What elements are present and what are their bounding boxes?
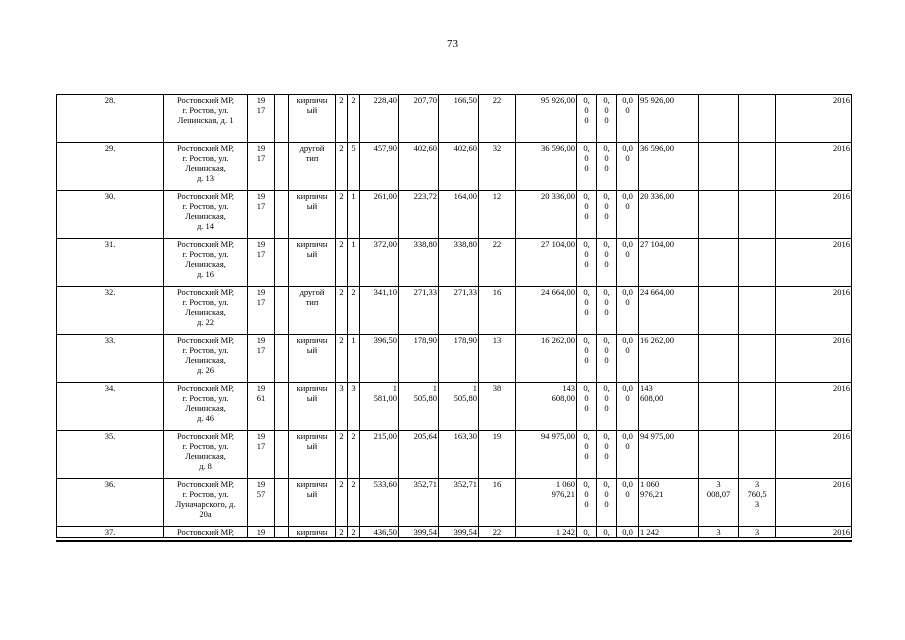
cell-f6 <box>739 143 776 191</box>
cell-f3: 0,0 <box>617 527 639 538</box>
cell-material: кирпичн ый <box>289 95 336 143</box>
cell-material: кирпичн ый <box>289 383 336 431</box>
cell-f1: 0, 0 0 <box>577 479 597 527</box>
cell-no: 29. <box>57 143 164 191</box>
cell-f5 <box>699 95 739 143</box>
cell-f3: 0,0 0 <box>617 479 639 527</box>
cell-f5: 3 008,07 <box>699 479 739 527</box>
cell-area-total: 372,00 <box>360 239 399 287</box>
cell-f4: 16 262,00 <box>639 335 699 383</box>
cell-material: кирпичн ый <box>289 479 336 527</box>
cell-f4: 1 242 <box>639 527 699 538</box>
cell-f4: 143 608,00 <box>639 383 699 431</box>
cell-no: 30. <box>57 191 164 239</box>
cell-cost-total: 1 242 <box>516 527 577 538</box>
cell-area-res: 352,71 <box>439 479 479 527</box>
cell-f4: 94 975,00 <box>639 431 699 479</box>
cell-yr: 2016 <box>776 383 852 431</box>
cell-year: 19 61 <box>248 383 275 431</box>
cell-address: Ростовский МР, г. Ростов, ул. Ленинская, д. 8 <box>164 431 248 479</box>
cell-no: 33. <box>57 335 164 383</box>
cell-address: Ростовский МР, г. Ростов, ул. Ленинская, д. 1 <box>164 95 248 143</box>
table-row <box>57 335 852 383</box>
cell-yr: 2016 <box>776 287 852 335</box>
cell-yr: 2016 <box>776 239 852 287</box>
cell-year: 19 17 <box>248 431 275 479</box>
cell-material: кирпичн ый <box>289 239 336 287</box>
cell-floors: 2 <box>336 143 348 191</box>
cell-no: 37. <box>57 527 164 538</box>
cell-no: 36. <box>57 479 164 527</box>
cell-material: другой тип <box>289 287 336 335</box>
cell-f5 <box>699 143 739 191</box>
cell-year: 19 17 <box>248 239 275 287</box>
cell-f6 <box>739 383 776 431</box>
table-row <box>57 143 852 191</box>
cell-f4: 95 926,00 <box>639 95 699 143</box>
page-number: 73 <box>447 38 458 50</box>
cell-f1: 0, 0 0 <box>577 335 597 383</box>
cell-f6 <box>739 239 776 287</box>
cell-year: 19 17 <box>248 95 275 143</box>
cell-entrances: 2 <box>348 95 360 143</box>
cell-area-total: 341,10 <box>360 287 399 335</box>
cell-f3: 0,0 0 <box>617 239 639 287</box>
cell-floors: 2 <box>336 335 348 383</box>
cell-cost-total: 20 336,00 <box>516 191 577 239</box>
cell-f6 <box>739 335 776 383</box>
cell-empty <box>275 431 289 479</box>
cell-empty <box>275 383 289 431</box>
cell-f2: 0, 0 0 <box>597 287 617 335</box>
cell-yr: 2016 <box>776 95 852 143</box>
cell-area-living: 1 505,80 <box>399 383 439 431</box>
cell-residents: 16 <box>479 479 516 527</box>
table-row <box>57 95 852 143</box>
cell-area-living: 178,90 <box>399 335 439 383</box>
cell-f6: 3 <box>739 527 776 538</box>
cell-residents: 38 <box>479 383 516 431</box>
housing-registry-table <box>56 94 852 538</box>
cell-empty <box>275 335 289 383</box>
cell-cost-total: 24 664,00 <box>516 287 577 335</box>
cell-f6 <box>739 191 776 239</box>
cell-area-living: 205,64 <box>399 431 439 479</box>
cell-residents: 12 <box>479 191 516 239</box>
cell-no: 32. <box>57 287 164 335</box>
cell-area-res: 166,50 <box>439 95 479 143</box>
table-row <box>57 287 852 335</box>
cell-f2: 0, 0 0 <box>597 479 617 527</box>
cell-area-living: 399,54 <box>399 527 439 538</box>
cell-area-living: 223,72 <box>399 191 439 239</box>
cell-address: Ростовский МР, г. Ростов, ул. Ленинская, д. 22 <box>164 287 248 335</box>
cell-year: 19 17 <box>248 287 275 335</box>
cell-cost-total: 94 975,00 <box>516 431 577 479</box>
cell-empty <box>275 95 289 143</box>
cell-area-total: 261,00 <box>360 191 399 239</box>
cell-cost-total: 27 104,00 <box>516 239 577 287</box>
cell-cost-total: 36 596,00 <box>516 143 577 191</box>
cell-floors: 2 <box>336 191 348 239</box>
cell-area-res: 399,54 <box>439 527 479 538</box>
cell-f1: 0, 0 0 <box>577 239 597 287</box>
cell-address: Ростовский МР, г. Ростов, ул. Ленинская, д. 14 <box>164 191 248 239</box>
cell-f5: 3 <box>699 527 739 538</box>
cell-f4: 24 664,00 <box>639 287 699 335</box>
table-row <box>57 479 852 527</box>
cell-f6 <box>739 287 776 335</box>
cell-f5 <box>699 287 739 335</box>
cell-floors: 2 <box>336 287 348 335</box>
cell-f1: 0, 0 0 <box>577 191 597 239</box>
cell-yr: 2016 <box>776 527 852 538</box>
cell-f4: 1 060 976,21 <box>639 479 699 527</box>
cell-area-living: 207,70 <box>399 95 439 143</box>
cell-f1: 0, 0 0 <box>577 143 597 191</box>
cell-yr: 2016 <box>776 191 852 239</box>
cell-residents: 32 <box>479 143 516 191</box>
table-row <box>57 383 852 431</box>
cell-f2: 0, 0 0 <box>597 239 617 287</box>
cell-entrances: 1 <box>348 191 360 239</box>
cell-yr: 2016 <box>776 335 852 383</box>
cell-material: другой тип <box>289 143 336 191</box>
cell-no: 35. <box>57 431 164 479</box>
cell-f3: 0,0 0 <box>617 143 639 191</box>
cell-f1: 0, 0 0 <box>577 95 597 143</box>
cell-area-total: 228,40 <box>360 95 399 143</box>
cell-f3: 0,0 0 <box>617 383 639 431</box>
cell-floors: 3 <box>336 383 348 431</box>
cell-area-total: 533,60 <box>360 479 399 527</box>
cell-no: 31. <box>57 239 164 287</box>
cell-f3: 0,0 0 <box>617 287 639 335</box>
cell-f4: 20 336,00 <box>639 191 699 239</box>
cell-residents: 16 <box>479 287 516 335</box>
cell-entrances: 2 <box>348 431 360 479</box>
cell-entrances: 2 <box>348 287 360 335</box>
cell-yr: 2016 <box>776 431 852 479</box>
cell-cost-total: 143 608,00 <box>516 383 577 431</box>
cell-year: 19 <box>248 527 275 538</box>
cell-floors: 2 <box>336 479 348 527</box>
cell-area-res: 178,90 <box>439 335 479 383</box>
cell-f2: 0, 0 0 <box>597 383 617 431</box>
cell-yr: 2016 <box>776 479 852 527</box>
cell-address: Ростовский МР, г. Ростов, ул. Луначарского, д. 20а <box>164 479 248 527</box>
cell-address: Ростовский МР, <box>164 527 248 538</box>
cell-material: кирпичн ый <box>289 335 336 383</box>
cell-f5 <box>699 239 739 287</box>
cell-no: 34. <box>57 383 164 431</box>
bottom-border <box>56 540 852 542</box>
cell-residents: 13 <box>479 335 516 383</box>
table-row <box>57 527 852 538</box>
cell-area-res: 1 505,80 <box>439 383 479 431</box>
cell-f6 <box>739 431 776 479</box>
table-row <box>57 191 852 239</box>
cell-address: Ростовский МР, г. Ростов, ул. Ленинская, д. 16 <box>164 239 248 287</box>
cell-floors: 2 <box>336 95 348 143</box>
cell-f3: 0,0 0 <box>617 335 639 383</box>
cell-no: 28. <box>57 95 164 143</box>
cell-floors: 2 <box>336 431 348 479</box>
cell-year: 19 17 <box>248 335 275 383</box>
cell-entrances: 3 <box>348 383 360 431</box>
cell-f5 <box>699 431 739 479</box>
cell-area-res: 164,00 <box>439 191 479 239</box>
cell-area-living: 352,71 <box>399 479 439 527</box>
cell-yr: 2016 <box>776 143 852 191</box>
cell-area-total: 1 581,00 <box>360 383 399 431</box>
cell-material: кирпичн ый <box>289 191 336 239</box>
cell-area-living: 338,80 <box>399 239 439 287</box>
cell-cost-total: 95 926,00 <box>516 95 577 143</box>
cell-floors: 2 <box>336 239 348 287</box>
cell-f2: 0, 0 0 <box>597 431 617 479</box>
cell-f2: 0, 0 0 <box>597 143 617 191</box>
cell-f4: 27 104,00 <box>639 239 699 287</box>
cell-floors: 2 <box>336 527 348 538</box>
cell-residents: 19 <box>479 431 516 479</box>
cell-f1: 0, 0 0 <box>577 383 597 431</box>
cell-residents: 22 <box>479 527 516 538</box>
cell-residents: 22 <box>479 95 516 143</box>
cell-area-total: 215,00 <box>360 431 399 479</box>
table-body <box>57 95 852 538</box>
cell-area-total: 457,90 <box>360 143 399 191</box>
cell-area-res: 338,80 <box>439 239 479 287</box>
cell-f3: 0,0 0 <box>617 191 639 239</box>
cell-year: 19 17 <box>248 191 275 239</box>
cell-f6: 3 760,5 3 <box>739 479 776 527</box>
cell-empty <box>275 191 289 239</box>
table-row <box>57 239 852 287</box>
cell-cost-total: 1 060 976,21 <box>516 479 577 527</box>
cell-material: кирпичн ый <box>289 431 336 479</box>
cell-area-res: 271,33 <box>439 287 479 335</box>
cell-empty <box>275 143 289 191</box>
cell-f6 <box>739 95 776 143</box>
cell-year: 19 17 <box>248 143 275 191</box>
cell-entrances: 2 <box>348 527 360 538</box>
cell-f2: 0, 0 0 <box>597 95 617 143</box>
cell-area-total: 396,50 <box>360 335 399 383</box>
cell-entrances: 1 <box>348 239 360 287</box>
cell-empty <box>275 479 289 527</box>
cell-f3: 0,0 0 <box>617 431 639 479</box>
cell-f3: 0,0 0 <box>617 95 639 143</box>
cell-entrances: 2 <box>348 479 360 527</box>
table-row <box>57 431 852 479</box>
cell-empty <box>275 287 289 335</box>
cell-entrances: 5 <box>348 143 360 191</box>
cell-f1: 0, 0 0 <box>577 431 597 479</box>
cell-f5 <box>699 191 739 239</box>
cell-empty <box>275 527 289 538</box>
cell-area-living: 271,33 <box>399 287 439 335</box>
cell-entrances: 1 <box>348 335 360 383</box>
cell-f5 <box>699 335 739 383</box>
cell-area-res: 163,30 <box>439 431 479 479</box>
cell-empty <box>275 239 289 287</box>
cell-f2: 0, 0 0 <box>597 191 617 239</box>
cell-address: Ростовский МР, г. Ростов, ул. Ленинская, д. 13 <box>164 143 248 191</box>
cell-f4: 36 596,00 <box>639 143 699 191</box>
cell-f1: 0, <box>577 527 597 538</box>
cell-f2: 0, <box>597 527 617 538</box>
cell-f1: 0, 0 0 <box>577 287 597 335</box>
cell-cost-total: 16 262,00 <box>516 335 577 383</box>
cell-material: кирпичн <box>289 527 336 538</box>
cell-address: Ростовский МР, г. Ростов, ул. Ленинская, д. 46 <box>164 383 248 431</box>
cell-f5 <box>699 383 739 431</box>
cell-year: 19 57 <box>248 479 275 527</box>
cell-area-living: 402,60 <box>399 143 439 191</box>
cell-residents: 22 <box>479 239 516 287</box>
cell-area-res: 402,60 <box>439 143 479 191</box>
cell-address: Ростовский МР, г. Ростов, ул. Ленинская, д. 26 <box>164 335 248 383</box>
cell-f2: 0, 0 0 <box>597 335 617 383</box>
cell-area-total: 436,50 <box>360 527 399 538</box>
